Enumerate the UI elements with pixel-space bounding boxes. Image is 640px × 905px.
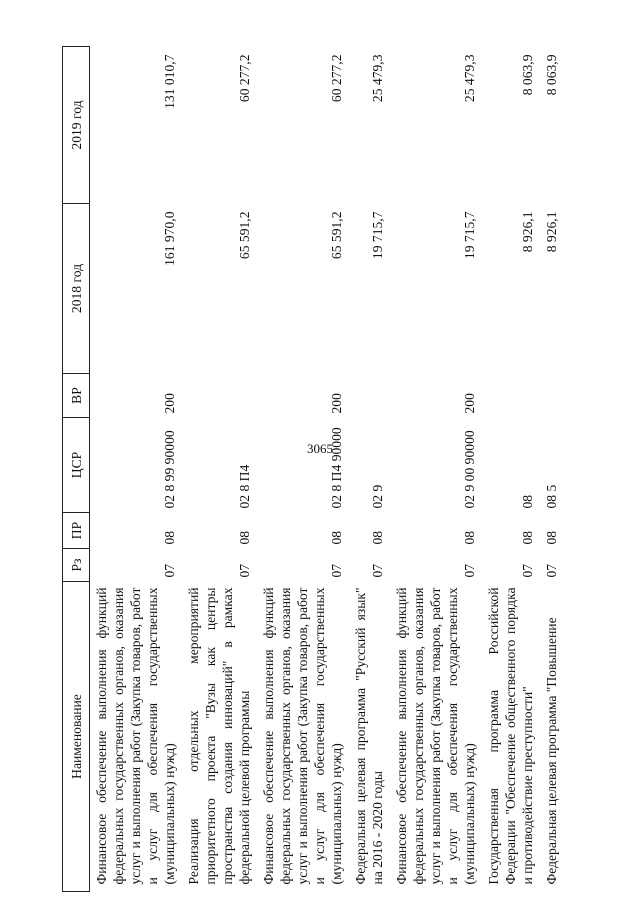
- row-name: Государственная программа Российской Федерации "Обеспечение общественного порядка и противодействие преступности": [486, 587, 535, 885]
- table-row: [540, 47, 564, 892]
- row-name: Финансовое обеспечение выполнения функций федеральных государственных органов, оказания услуг и выполнения работ (Закупка товаров, работ и услуг для обеспечения государственных (муниципальных) нужд): [94, 587, 177, 885]
- row-pr: 08: [520, 530, 535, 545]
- row-rz: 07: [520, 563, 535, 578]
- table-row: [257, 47, 349, 892]
- row-vr: 200: [329, 393, 344, 414]
- header-2018: 2018 год: [63, 204, 90, 374]
- row-2019: 25 479,3: [462, 54, 477, 103]
- row-name: Финансовое обеспечение выполнения функций федеральных государственных органов, оказания услуг и выполнения работ (Закупка товаров, работ и услуг для обеспечения государственных (муниципальных) нужд): [394, 587, 477, 885]
- row-rz: 07: [237, 563, 252, 578]
- header-rz: Рз: [63, 549, 90, 582]
- row-vr: [182, 374, 257, 418]
- row-csr: 02 8 П4: [237, 464, 252, 509]
- row-pr: 08: [544, 530, 559, 545]
- table-row: [349, 47, 390, 892]
- header-vr: ВР: [63, 374, 90, 418]
- header-pr: ПР: [63, 513, 90, 549]
- row-rz: 07: [370, 563, 385, 578]
- table-row: [182, 47, 257, 892]
- row-vr: [540, 374, 564, 418]
- row-csr: 02 8 99 90000: [162, 430, 177, 509]
- header-csr: ЦСР: [63, 418, 90, 513]
- row-2018: 161 970,0: [162, 211, 177, 266]
- row-2019: 25 479,3: [370, 54, 385, 103]
- budget-table-rotated: [62, 47, 622, 892]
- row-2018: 65 591,2: [237, 211, 252, 260]
- row-vr: 200: [162, 393, 177, 414]
- row-pr: 08: [329, 530, 344, 545]
- row-name: Федеральная целевая программа "Русский язык" на 2016 - 2020 годы: [353, 587, 385, 885]
- row-csr: 02 9: [370, 484, 385, 509]
- page-number: 3065: [307, 441, 333, 456]
- table-row: [390, 47, 482, 892]
- row-csr: 02 8 П4 90000: [329, 427, 344, 509]
- table-row: [482, 47, 540, 892]
- row-pr: 08: [162, 530, 177, 545]
- row-rz: 07: [462, 563, 477, 578]
- row-csr: 08 5: [544, 484, 559, 509]
- row-2018: 19 715,7: [462, 211, 477, 260]
- row-vr: 200: [462, 393, 477, 414]
- row-rz: 07: [162, 563, 177, 578]
- row-2019: 60 277,2: [237, 54, 252, 103]
- row-2019: 8 063,9: [520, 54, 535, 96]
- row-vr: [349, 374, 390, 418]
- header-2019: 2019 год: [63, 47, 90, 204]
- row-name: Финансовое обеспечение выполнения функций федеральных государственных органов, оказания услуг и выполнения работ (Закупка товаров, работ и услуг для обеспечения государственных (муниципальных) нужд): [261, 587, 344, 885]
- row-name: Реализация отдельных мероприятий приоритетного проекта "Вузы как центры пространства создания инноваций" в рамках федеральной целевой программы: [186, 587, 252, 885]
- budget-table: [62, 46, 564, 892]
- row-csr: 02 9 00 90000: [462, 430, 477, 509]
- row-2019: 60 277,2: [329, 54, 344, 103]
- row-2018: 65 591,2: [329, 211, 344, 260]
- row-pr: 08: [462, 530, 477, 545]
- row-2018: 19 715,7: [370, 211, 385, 260]
- row-name: Федеральная целевая программа "Повышение: [544, 617, 559, 885]
- row-2018: 8 926,1: [520, 211, 535, 253]
- row-2019: 8 063,9: [544, 54, 559, 96]
- header-name: Наименование: [63, 582, 90, 892]
- row-csr: 08: [520, 494, 535, 509]
- row-2019: 131 010,7: [162, 54, 177, 109]
- table-row: [90, 47, 183, 892]
- row-vr: [482, 374, 540, 418]
- row-rz: 07: [329, 563, 344, 578]
- row-pr: 08: [237, 530, 252, 545]
- row-2018: 8 926,1: [544, 211, 559, 253]
- table-header-row: [63, 47, 90, 892]
- row-rz: 07: [544, 563, 559, 578]
- row-pr: 08: [370, 530, 385, 545]
